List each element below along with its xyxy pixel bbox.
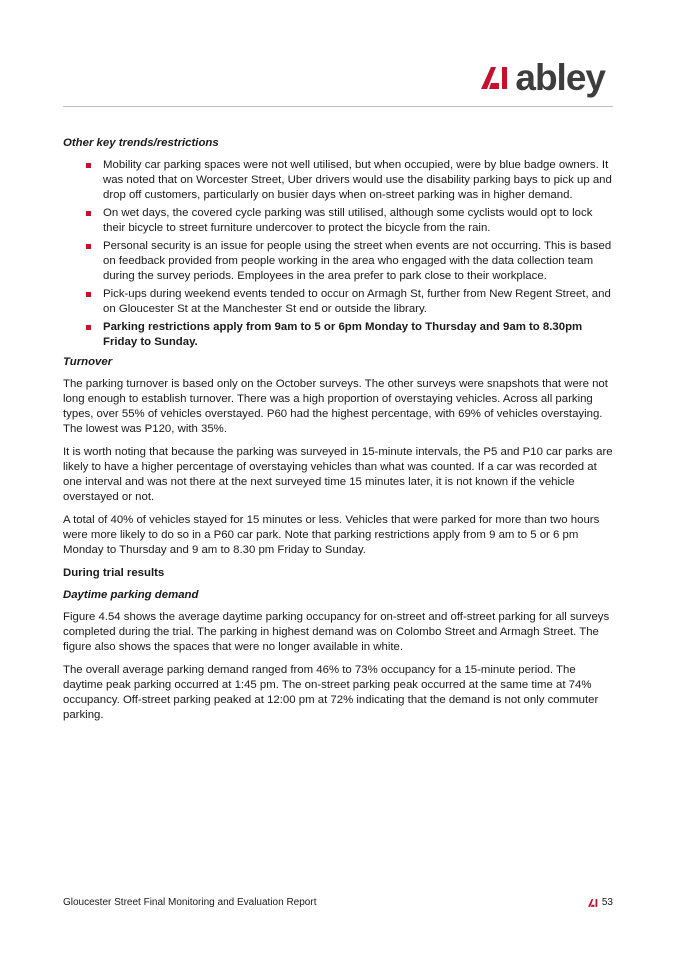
abley-logo-mark-icon [481,67,509,89]
bullet-square-icon [86,292,91,297]
footer-report-title: Gloucester Street Final Monitoring and Evaluation Report [63,897,317,908]
bullet-square-icon [86,211,91,216]
footer-page-info [588,896,613,910]
list-item-parking-restrictions [63,320,613,350]
document-body [63,136,613,731]
heading-turnover: Turnover [63,356,113,368]
heading-during-trial-results: During trial results [63,567,165,579]
paragraph: The overall average parking demand ranged from 46% to 73% occupancy for a 15-minute period. The daytime peak parking occurred at 1:45 pm. The on-street parking peak occurred at the same time at 74% occupancy. Off-street parking peaked at 12:00 pm at 72% indicating that the demand is not only commuter parking. [63,664,599,721]
header-divider [63,106,613,107]
list-item [63,239,613,284]
heading-other-key-trends: Other key trends/restrictions [63,137,219,149]
paragraph: A total of 40% of vehicles stayed for 15 minutes or less. Vehicles that were parked for more than two hours were more likely to do so in a P60 car park. Note that parking restrictions apply from 9 am to 5 or 6 pm Monday to Thursday and 9 am to 8.30 pm Friday to Sunday. [63,514,600,556]
list-item [63,287,613,317]
abley-small-mark-icon [588,899,598,907]
heading-daytime-parking-demand: Daytime parking demand [63,589,199,601]
page-number: 53 [601,897,613,908]
page-footer [63,896,613,910]
bullet-text: On wet days, the covered cycle parking was still utilised, although some cyclists would opt to lock their bicycle to street furniture undercover to protect the bicycle from the rain. [103,207,593,234]
bullet-text: Parking restrictions apply from 9am to 5 or 6pm Monday to Thursday and 9am to 8.30pm Friday to Sunday. [103,321,583,348]
bullet-square-icon [86,325,91,330]
bullet-square-icon [86,163,91,168]
trends-bullet-list [63,158,613,350]
paragraph: It is worth noting that because the parking was surveyed in 15-minute intervals, the P5 and P10 car parks are likely to have a higher percentage of overstaying vehicles than what was counted. If a car was recorded at one interval and was not there at the next surveyed time 15 minutes later, it is not known if the vehicle overstayed or not. [63,446,613,503]
list-item [63,158,613,203]
bullet-text: Personal security is an issue for people using the street when events are not occurring. This is based on feedback provided from people working in the area who engaged with the data collection team during the survey periods. Employees in the area prefer to park close to their workplace. [103,240,612,282]
abley-logo [481,58,605,98]
brand-name: abley [515,57,605,98]
bullet-square-icon [86,244,91,249]
paragraph: Figure 4.54 shows the average daytime parking occupancy for on-street and off-street parking for all surveys completed during the trial. The parking in highest demand was on Colombo Street and Armagh Street. The figure also shows the spaces that were no longer available in white. [63,611,610,653]
list-item [63,206,613,236]
paragraph: The parking turnover is based only on the October surveys. The other surveys were snapshots that were not long enough to establish turnover. There was a high proportion of overstaying vehicles. Across all parking types, over 55% of vehicles overstayed. P60 had the highest percentage, with 69% of vehicles overstaying. The lowest was P120, with 35%. [63,378,608,435]
bullet-text: Mobility car parking spaces were not well utilised, but when occupied, were by blue badge owners. It was noted that on Worcester Street, Uber drivers would use the disability parking bays to pick up and drop off customers, particularly on busier days when on-street parking was in higher demand. [103,159,612,201]
bullet-text: Pick-ups during weekend events tended to occur on Armagh St, further from New Regent Street, and on Gloucester St at the Manchester St end or outside the library. [103,288,611,315]
